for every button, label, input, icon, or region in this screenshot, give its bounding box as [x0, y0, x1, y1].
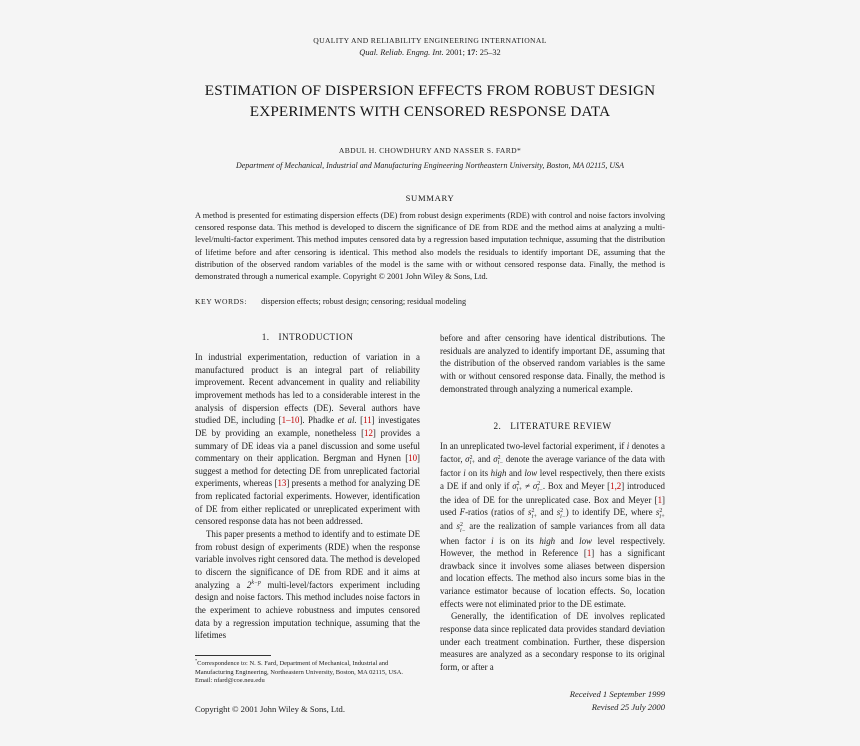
column-left — [195, 332, 420, 686]
journal-abbrev: Qual. Reliab. Engng. Int. — [359, 48, 444, 57]
math-var-i: i — [626, 441, 630, 452]
text-run: ] has a significant drawback since it involves some aliases between dispersion and location effects. The method also incurs some bias in the variance estimator because of location effects. So, location effects were not eliminated prior to the DE estimate. — [440, 548, 665, 609]
math-s-i-plus — [656, 506, 665, 520]
text-run: on its — [465, 468, 491, 478]
math-var-i: i — [463, 468, 466, 478]
keywords-label: KEY WORDS: — [195, 297, 248, 307]
math-power-base: 2 — [246, 579, 252, 590]
journal-name: QUALITY AND RELIABILITY ENGINEERING INTERNATIONAL — [313, 36, 547, 45]
text-italic-low: low — [579, 535, 592, 546]
text-run: ) to identify DE, where — [565, 507, 656, 518]
text-italic-high: high — [539, 535, 556, 546]
math-s-glyph: s — [528, 507, 532, 518]
text-run: In industrial experimentation, reduction of variation in a manufactured product is an integral part of reliability improvement. Recent advancement in quality and reliability improvement methods has led to a considerable interest in the analysis of dispersion effects (DE). Several authors have studied DE, including [ — [195, 352, 420, 426]
math-superscript: 2 — [537, 481, 541, 488]
footnote-body: Correspondence to: N. S. Fard, Department of Mechanical, Industrial and Manufacturing Engineering, Northeastern University, Boston, MA 02115, USA. Email: nfard@coe.neu.edu — [195, 659, 404, 685]
text-run: ] investigates DE by providing an example, nonetheless [ — [195, 415, 421, 438]
text-run: multi-level/factors experiment including design and noise factors. This method includes noise factors in the experiment to achieve robustness and imputes censored data by a regression imputation technique, assuming that the lifetimes — [195, 579, 420, 641]
math-s-glyph: s — [655, 507, 660, 518]
text-run: and — [537, 507, 557, 518]
section-heading-introduction — [195, 332, 420, 342]
math-supsub — [560, 509, 566, 520]
copyright-notice: Copyright © 2001 John Wiley & Sons, Ltd. — [195, 703, 345, 714]
summary-heading: SUMMARY — [405, 192, 455, 203]
math-sigma-glyph: σ — [465, 453, 470, 464]
math-superscript: 2 — [469, 454, 473, 461]
keywords-list: dispersion effects; robust design; censoring; residual modeling — [261, 297, 467, 307]
journal-reference — [195, 48, 665, 57]
math-superscript: 2 — [560, 508, 564, 514]
math-sigma-glyph: σ — [532, 480, 538, 491]
math-s-i-minus — [457, 520, 466, 534]
math-sigma-i-plus — [512, 480, 522, 494]
math-sigma-glyph: σ — [493, 453, 498, 464]
submission-dates — [570, 688, 665, 714]
text-run: This paper presents a method to identify and to estimate DE from robust design of experiments (RDE) when the response variable involves right censored data. The method is developed to discern the significance of DE from RDE and it aims at analyzing a — [195, 529, 420, 590]
received-date: Received 1 September 1999 — [569, 689, 665, 699]
section-number-1: 1. — [261, 332, 270, 343]
text-italic: et al. — [337, 415, 357, 426]
math-supsub — [531, 509, 537, 520]
math-superscript: 2 — [516, 481, 520, 488]
math-power-exponent: k−p — [251, 579, 261, 586]
keywords-line — [195, 297, 665, 306]
body-columns — [195, 332, 665, 686]
text-run: ] used — [440, 494, 665, 518]
citation-link[interactable]: 10 — [408, 453, 418, 464]
revised-date: Revised 25 July 2000 — [591, 701, 665, 712]
paragraph-intro-1 — [195, 351, 420, 528]
text-italic-low: low — [524, 468, 538, 478]
text-run: [ — [356, 415, 364, 426]
text-run: denote the average variance of the data with factor — [440, 453, 665, 478]
summary-body: A method is presented for estimating dispersion effects (DE) from robust design experiments (RDE) with control and noise factors involving censored response data. This method is developed to discern the significance of DE from RDE and the method aims at analyzing a multi-level/multi-factor experiment. This method imputes censored data by a regression based imputation technique, assuming that the distribution of lifetime before and after censoring is identical. This method also models the residuals to identify important DE, assuming that the distribution of the observed random variables of the model is the same with or without censored response data. Finally, the method is demonstrated through a numerical example. Copyright © 2001 John Wiley & Sons, Ltd. — [195, 210, 665, 281]
footnote-rule — [195, 655, 271, 656]
column-right — [440, 332, 665, 686]
math-s-glyph: s — [556, 507, 561, 518]
math-supsub — [498, 456, 504, 467]
text-run: are the realization of sample variances from all data when factor — [440, 521, 665, 546]
math-superscript: 2 — [531, 508, 535, 514]
math-superscript: 2 — [460, 522, 463, 529]
page-footer — [195, 688, 665, 714]
text-run: ] presents a method for analyzing DE from replicated factorial experiments. However, identification of DE from either replicated or unreplicated experiment with censored response data has not been addressed. — [195, 478, 421, 527]
math-subscript: i− — [560, 513, 566, 520]
citation-link[interactable]: 1 — [586, 548, 592, 559]
section-heading-literature-review — [440, 421, 665, 431]
math-subscript: i− — [497, 460, 504, 467]
heading-spacer — [440, 395, 665, 421]
title-line-2: EXPERIMENTS WITH CENSORED RESPONSE DATA — [249, 102, 611, 120]
paragraph-lit-1 — [440, 440, 665, 610]
text-run: is on its — [493, 535, 540, 546]
footnote-text — [195, 657, 410, 686]
math-s-glyph: s — [456, 521, 460, 532]
math-sigma-i-plus — [465, 453, 475, 467]
section-number-2: 2. — [493, 421, 502, 432]
section-title-2: LITERATURE REVIEW — [510, 421, 612, 432]
journal-pages: : 25–32 — [475, 48, 501, 57]
page-content — [195, 0, 665, 686]
text-run: denotes a factor, — [440, 441, 665, 464]
math-sigma-i-minus — [493, 453, 503, 467]
citation-link[interactable]: 1–10 — [281, 415, 300, 426]
text-italic-high: high — [490, 468, 507, 478]
math-superscript: 2 — [497, 454, 501, 461]
text-run: -ratios (ratios of — [465, 507, 529, 518]
text-run: and — [440, 521, 457, 532]
text-run: and — [555, 535, 580, 546]
math-supsub — [537, 482, 543, 493]
math-subscript: i− — [460, 527, 466, 534]
math-sigma-i-minus — [533, 480, 543, 494]
text-run: and — [506, 468, 525, 478]
math-not-equal: ≠ — [525, 480, 530, 491]
math-supsub — [659, 509, 665, 520]
math-supsub — [517, 482, 523, 493]
footnote — [195, 651, 410, 686]
section-title-1: INTRODUCTION — [278, 332, 354, 343]
page-title — [195, 81, 665, 123]
title-line-1: ESTIMATION OF DISPERSION EFFECTS FROM ROBUST DESIGN — [204, 82, 656, 99]
text-run: ] introduced the idea of DE for the unreplicated case. Box and Meyer [ — [440, 480, 665, 505]
text-run: In an unreplicated two-level factorial experiment, if — [440, 441, 627, 452]
journal-year: 2001; — [445, 48, 465, 57]
math-supsub — [470, 456, 476, 467]
text-run: . Box and Meyer [ — [542, 480, 611, 491]
journal-volume: 17 — [466, 48, 476, 57]
citation-link[interactable]: 1 — [657, 494, 663, 505]
journal-header — [195, 36, 665, 57]
text-run: ] provides a summary of DE ideas via a panel discussion and some useful commentary on their application. Bergman and Hynen [ — [195, 427, 420, 464]
math-var-i: i — [491, 535, 494, 546]
text-run: ]. Phadke — [299, 415, 338, 426]
footnote-marker: * — [195, 657, 198, 663]
citation-link[interactable]: 13 — [277, 478, 287, 489]
footer-row — [195, 688, 665, 714]
math-superscript: 2 — [659, 508, 663, 514]
math-subscript: i+ — [531, 513, 538, 520]
text-run: level respectively. However, the method in Reference [ — [440, 535, 665, 559]
paragraph-intro-2 — [195, 528, 420, 642]
author-affiliation: Department of Mechanical, Industrial and Manufacturing Engineering Northeastern University, Boston, MA 02115, USA — [235, 160, 625, 170]
math-sigma-glyph: σ — [512, 480, 517, 491]
citation-link[interactable]: 1,2 — [610, 480, 622, 491]
math-s-i-plus — [528, 506, 537, 520]
text-run: and — [475, 453, 494, 464]
math-subscript: i+ — [516, 486, 523, 493]
text-run: level respectively, then there exists a DE if and only if — [440, 468, 665, 491]
math-supsub — [460, 523, 466, 534]
math-subscript: i− — [537, 486, 543, 493]
paragraph-abstract-cont: before and after censoring have identical distributions. The residuals are analyzed to identify important DE, assuming that the distribution of the observed random variables is the same with or without censored response data. Finally, the method is demonstrated through analyzing a numerical example. — [440, 333, 665, 394]
math-s-i-minus — [557, 506, 566, 520]
text-run: ] suggest a method for detecting DE from unreplicated factorial experiments, whereas [ — [195, 453, 420, 489]
author-list: ABDUL H. CHOWDHURY AND NASSER S. FARD* — [338, 145, 522, 155]
math-subscript: i+ — [659, 513, 665, 520]
math-var-F: F — [459, 507, 466, 518]
citation-link[interactable]: 12 — [364, 427, 373, 438]
math-subscript: i+ — [469, 460, 476, 467]
citation-link[interactable]: 11 — [363, 415, 372, 426]
paragraph-lit-2: Generally, the identification of DE involves replicated response data since replicated data provides standard deviation under each treatment combination. Further, these dispersion measures are analyzed as a secondary response to its original form, or after a — [440, 611, 665, 672]
